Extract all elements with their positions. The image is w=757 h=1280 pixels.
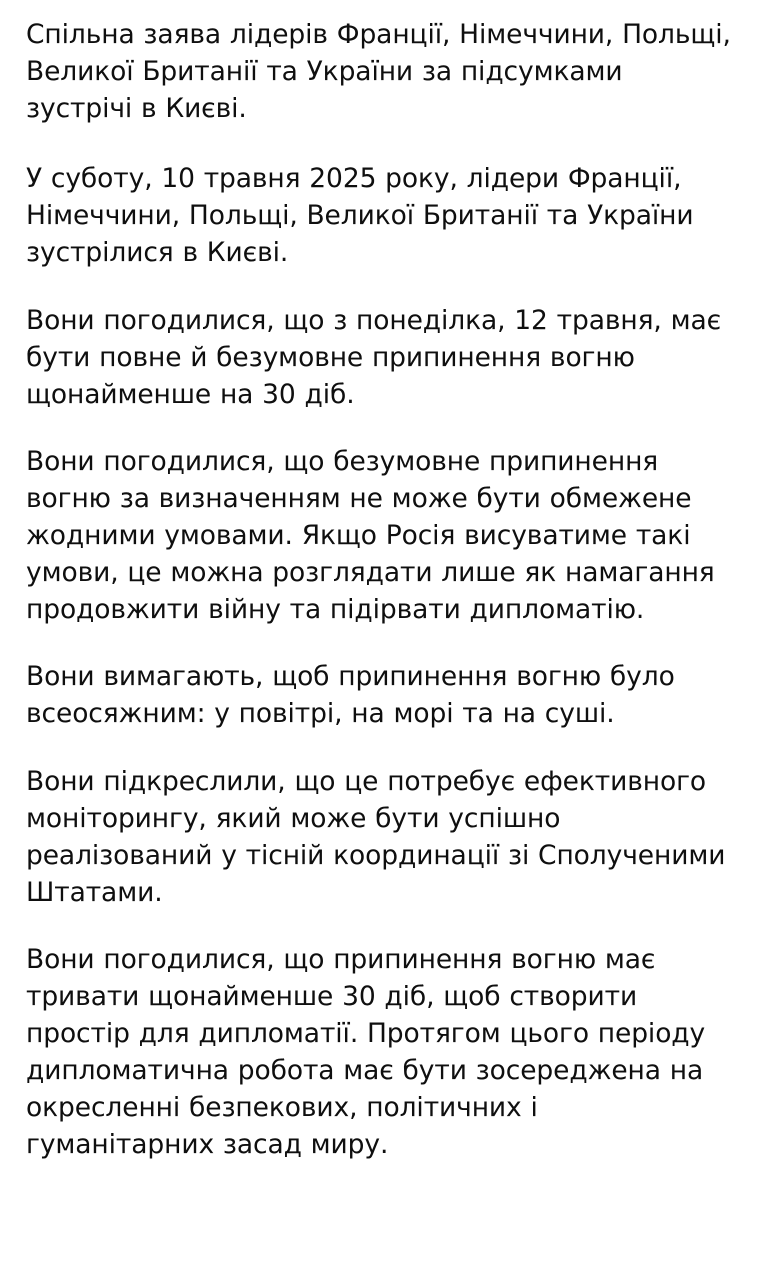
statement-paragraph-duration: Вони погодилися, що припинення вогню має тривати щонайменше 30 діб, щоб створити простір для дипломатії. Протягом цього періоду дипломатична робота має бути зосереджена на окресленні безпекових, політичних і гуманітарних засад миру. — [26, 943, 706, 1161]
statement-paragraph-comprehensive: Вони вимагають, щоб припинення вогню було всеосяжним: у повітрі, на морі та на суші. — [26, 661, 675, 730]
statement-paragraph-ceasefire-start: Вони погодилися, що з понеділка, 12 травня, має бути повне й безумовне припинення вогню щонайменше на 30 діб. — [26, 304, 722, 410]
statement-paragraph-monitoring: Вони підкреслили, що це потребує ефективного моніторингу, який може бути успішно реалізований у тісній координації зі Сполученими Штатами. — [26, 765, 726, 908]
statement-title-paragraph: Спільна заява лідерів Франції, Німеччини, Польщі, Великої Британії та України за підсумками зустрічі в Києві. — [26, 19, 731, 125]
statement-paragraph-meeting: У суботу, 10 травня 2025 року, лідери Франції, Німеччини, Польщі, Великої Британії та України зустрілися в Києві. — [26, 163, 694, 269]
statement-paragraph-unconditional: Вони погодилися, що безумовне припинення вогню за визначенням не може бути обмежене жодними умовами. Якщо Росія висуватиме такі умови, це можна розглядати лише як намагання продовжити війну та підірвати дипломатію. — [26, 445, 715, 626]
